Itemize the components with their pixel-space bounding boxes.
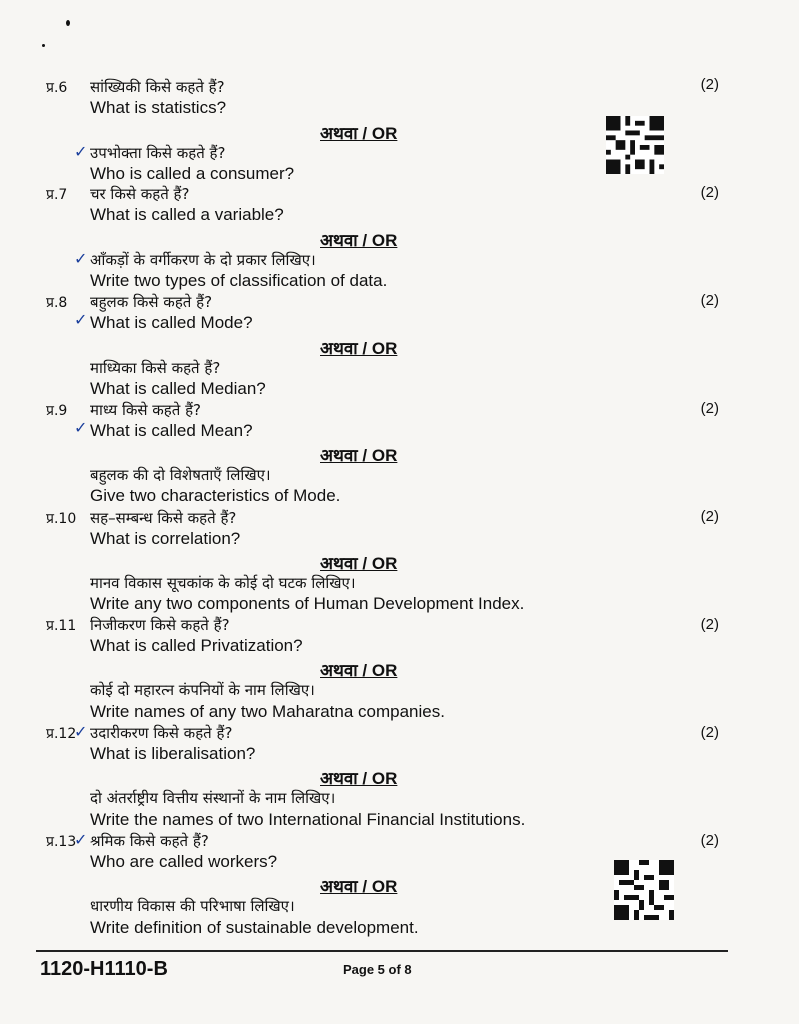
or-separator: अथवा / OR bbox=[320, 661, 398, 680]
question-number: प्र.10 bbox=[46, 511, 77, 527]
alt-question-text-english: Write definition of sustainable development. bbox=[90, 918, 419, 937]
alt-question-text-hindi: बहुलक की दो विशेषताएँ लिखिए। bbox=[90, 466, 271, 484]
question-number: प्र.11 bbox=[46, 618, 77, 634]
alt-question-text-hindi: कोई दो महारत्न कंपनियों के नाम लिखिए। bbox=[90, 681, 315, 699]
question-marks: (2) bbox=[700, 292, 719, 309]
question-marks: (2) bbox=[700, 184, 719, 201]
question-marks: (2) bbox=[700, 76, 719, 93]
alt-question-text-hindi: उपभोक्ता किसे कहते हैं? bbox=[90, 144, 226, 162]
footer-divider bbox=[36, 950, 728, 952]
pen-tick-mark-icon: ✓ bbox=[74, 722, 88, 741]
question-text-hindi: सह–सम्बन्ध किसे कहते हैं? bbox=[90, 509, 237, 527]
question-number: प्र.9 bbox=[46, 403, 68, 419]
question-text-hindi: उदारीकरण किसे कहते हैं? bbox=[90, 724, 233, 742]
question-text-hindi: श्रमिक किसे कहते हैं? bbox=[90, 832, 209, 850]
question-text-english: Who are called workers? bbox=[90, 852, 278, 871]
or-separator: अथवा / OR bbox=[320, 339, 398, 358]
alt-question-text-english: Write the names of two International Financial Institutions. bbox=[90, 810, 526, 829]
question-marks: (2) bbox=[700, 400, 719, 417]
alt-question-text-english: Who is called a consumer? bbox=[90, 164, 295, 183]
question-number: प्र.13 bbox=[46, 834, 77, 850]
question-number: प्र.6 bbox=[46, 80, 68, 96]
alt-question-text-hindi: दो अंतर्राष्ट्रीय वित्तीय संस्थानों के नाम लिखिए। bbox=[90, 789, 336, 807]
alt-question-text-hindi: आँकड़ों के वर्गीकरण के दो प्रकार लिखिए। bbox=[90, 251, 316, 269]
alt-question-text-english: What is called Median? bbox=[90, 379, 266, 398]
question-number: प्र.8 bbox=[46, 295, 68, 311]
question-marks: (2) bbox=[700, 724, 719, 741]
alt-question-text-english: Write any two components of Human Development Index. bbox=[90, 594, 525, 613]
question-text-english: What is liberalisation? bbox=[90, 744, 256, 763]
pen-tick-mark-icon: ✓ bbox=[74, 249, 88, 268]
paper-code: 1120-H1110-B bbox=[40, 958, 168, 980]
or-separator: अथवा / OR bbox=[320, 231, 398, 250]
or-separator: अथवा / OR bbox=[320, 554, 398, 573]
question-marks: (2) bbox=[700, 508, 719, 525]
or-separator: अथवा / OR bbox=[320, 877, 398, 896]
question-text-hindi: बहुलक किसे कहते हैं? bbox=[90, 293, 213, 311]
alt-question-text-english: Write two types of classification of data. bbox=[90, 271, 388, 290]
or-separator: अथवा / OR bbox=[320, 446, 398, 465]
qr-code-icon bbox=[614, 860, 674, 920]
alt-question-text-english: Give two characteristics of Mode. bbox=[90, 486, 341, 505]
question-text-english: What is called Mode? bbox=[90, 313, 253, 332]
question-marks: (2) bbox=[700, 832, 719, 849]
question-text-english: What is correlation? bbox=[90, 529, 241, 548]
page-number: Page 5 of 8 bbox=[343, 962, 412, 977]
question-number: प्र.7 bbox=[46, 187, 68, 203]
question-number: प्र.12 bbox=[46, 726, 77, 742]
alt-question-text-hindi: मानव विकास सूचकांक के कोई दो घटक लिखिए। bbox=[90, 574, 356, 592]
or-separator: अथवा / OR bbox=[320, 769, 398, 788]
question-text-english: What is called Mean? bbox=[90, 421, 253, 440]
alt-question-text-hindi: माध्यिका किसे कहते हैं? bbox=[90, 359, 221, 377]
question-text-hindi: चर किसे कहते हैं? bbox=[90, 185, 190, 203]
or-separator: अथवा / OR bbox=[320, 124, 398, 143]
question-text-hindi: माध्य किसे कहते हैं? bbox=[90, 401, 202, 419]
pen-tick-mark-icon: ✓ bbox=[74, 418, 88, 437]
question-text-english: What is called a variable? bbox=[90, 205, 284, 224]
pen-tick-mark-icon: ✓ bbox=[74, 142, 88, 161]
scan-speck bbox=[42, 44, 45, 47]
alt-question-text-hindi: धारणीय विकास की परिभाषा लिखिए। bbox=[90, 897, 295, 915]
alt-question-text-english: Write names of any two Maharatna companies. bbox=[90, 702, 445, 721]
question-text-hindi: निजीकरण किसे कहते हैं? bbox=[90, 616, 230, 634]
qr-code-icon bbox=[606, 116, 664, 174]
question-marks: (2) bbox=[700, 616, 719, 633]
pen-tick-mark-icon: ✓ bbox=[74, 310, 88, 329]
scan-speck bbox=[66, 20, 70, 26]
question-text-english: What is called Privatization? bbox=[90, 636, 303, 655]
question-text-hindi: सांख्यिकी किसे कहते हैं? bbox=[90, 78, 225, 96]
question-text-english: What is statistics? bbox=[90, 98, 227, 117]
pen-tick-mark-icon: ✓ bbox=[74, 830, 88, 849]
